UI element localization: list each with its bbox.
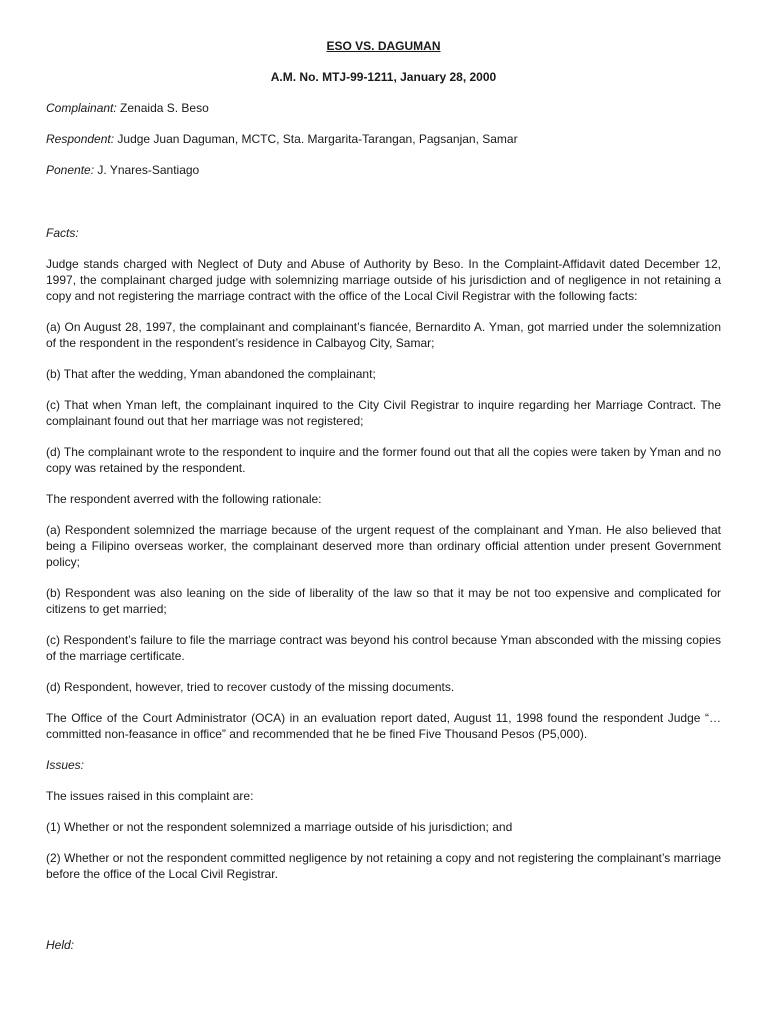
rationale-item: (c) Respondent’s failure to file the marriage contract was beyond his control because Yman absconded with the missing copies of the marriage certificate. <box>46 633 721 663</box>
respondent-value: Judge Juan Daguman, MCTC, Sta. Margarita-Tarangan, Pagsanjan, Samar <box>114 132 518 146</box>
respondent-line <box>46 131 721 147</box>
ponente-line <box>46 162 721 178</box>
complainant-line <box>46 100 721 116</box>
fact-item: (d) The complainant wrote to the respondent to inquire and the former found out that all the copies were taken by Yman and no copy was retained by the respondent. <box>46 445 721 475</box>
issue-item: (1) Whether or not the respondent solemnized a marriage outside of his jurisdiction; and <box>46 820 513 834</box>
oca-report: The Office of the Court Administrator (OCA) in an evaluation report dated, August 11, 1998 found the respondent Judge “…committed non-feasance in office” and recommended that he be fined Five Thousand Pesos (P5,000). <box>46 711 721 741</box>
rationale-item: (d) Respondent, however, tried to recover custody of the missing documents. <box>46 680 455 694</box>
held-heading: Held: <box>46 938 75 952</box>
issues-heading: Issues: <box>46 758 85 772</box>
ponente-label: Ponente: <box>46 163 95 177</box>
case-citation: A.M. No. MTJ-99-1211, January 28, 2000 <box>270 70 497 84</box>
issues-intro: The issues raised in this complaint are: <box>46 789 254 803</box>
rationale-intro: The respondent averred with the following rationale: <box>46 492 322 506</box>
complainant-label: Complainant: <box>46 101 117 115</box>
facts-heading: Facts: <box>46 226 79 240</box>
fact-item: (b) That after the wedding, Yman abandoned the complainant; <box>46 367 376 381</box>
facts-intro: Judge stands charged with Neglect of Duty and Abuse of Authority by Beso. In the Complaint-Affidavit dated December 12, 1997, the complainant charged judge with solemnizing marriage outside of his jurisdiction and of negligence in not retaining a copy and not registering the marriage contract with the office of the Local Civil Registrar with the following facts: <box>46 257 721 303</box>
fact-item: (c) That when Yman left, the complainant inquired to the City Civil Registrar to inquire regarding her Marriage Contract. The complainant found out that her marriage was not registered; <box>46 398 721 428</box>
fact-item: (a) On August 28, 1997, the complainant and complainant’s fiancée, Bernardito A. Yman, got married under the solemnization of the respondent in the respondent’s residence in Calbayog City, Samar; <box>46 320 721 350</box>
document-page <box>46 38 721 968</box>
issue-item: (2) Whether or not the respondent committed negligence by not retaining a copy and not registering the complainant’s marriage before the office of the Local Civil Registrar. <box>46 851 721 881</box>
case-title: ESO VS. DAGUMAN <box>326 39 441 53</box>
respondent-label: Respondent: <box>46 132 115 146</box>
complainant-value: Zenaida S. Beso <box>116 101 209 115</box>
ponente-value: J. Ynares-Santiago <box>94 163 200 177</box>
rationale-item: (a) Respondent solemnized the marriage because of the urgent request of the complainant and Yman. He also believed that being a Filipino overseas worker, the complainant deserved more than ordinary official attention under present Government policy; <box>46 523 721 569</box>
rationale-item: (b) Respondent was also leaning on the side of liberality of the law so that it may be not too expensive and complicated for citizens to get married; <box>46 586 721 616</box>
